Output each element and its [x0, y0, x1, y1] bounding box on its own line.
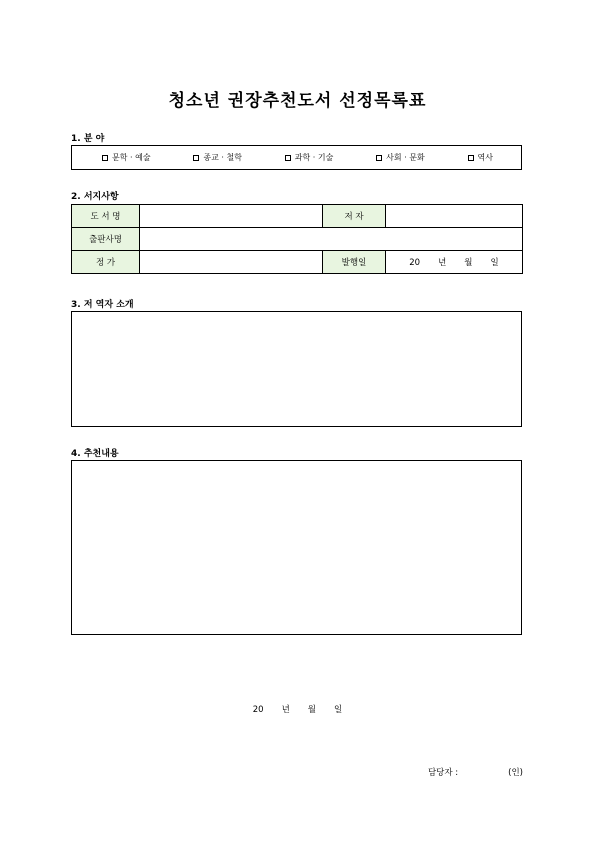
price-field[interactable] — [140, 251, 323, 274]
manager-label: 담당자 : — [427, 768, 459, 778]
issue-date-field[interactable]: 20 년 월 일 — [386, 251, 523, 274]
bibliography-table — [71, 204, 523, 274]
checkbox-icon[interactable] — [102, 155, 108, 161]
checkbox-icon[interactable] — [468, 155, 474, 161]
field-options-box — [71, 145, 522, 170]
field-option-society[interactable]: 사회 · 문화 — [376, 152, 425, 163]
signature-line — [428, 766, 523, 778]
author-intro-box[interactable] — [71, 311, 522, 427]
author-label: 저 자 — [323, 205, 386, 228]
section-recommendation-label: 4. 추천내용 — [71, 449, 119, 459]
publisher-field[interactable] — [140, 228, 523, 251]
table-row — [72, 228, 523, 251]
book-title-field[interactable] — [140, 205, 323, 228]
field-option-history[interactable]: 역사 — [468, 152, 493, 163]
issue-date-label: 발행일 — [323, 251, 386, 274]
price-label: 정 가 — [72, 251, 140, 274]
table-row — [72, 205, 523, 228]
book-title-label: 도 서 명 — [72, 205, 140, 228]
seal-mark: (인) — [508, 768, 523, 778]
page-title: 청소년 권장추천도서 선정목록표 — [168, 91, 427, 111]
checkbox-icon[interactable] — [193, 155, 199, 161]
section-author-intro-label: 3. 저 역자 소개 — [71, 300, 134, 310]
section-bibliography-label: 2. 서지사항 — [71, 192, 119, 202]
field-option-literature[interactable]: 문학 · 예술 — [102, 152, 151, 163]
checkbox-icon[interactable] — [376, 155, 382, 161]
footer-date: 20 년 월 일 — [252, 705, 343, 715]
field-option-science[interactable]: 과학 · 기술 — [285, 152, 334, 163]
table-row — [72, 251, 523, 274]
section-field-label: 1. 분 야 — [71, 134, 105, 144]
recommendation-box[interactable] — [71, 460, 522, 635]
publisher-label: 출판사명 — [72, 228, 140, 251]
author-field[interactable] — [386, 205, 523, 228]
checkbox-icon[interactable] — [285, 155, 291, 161]
field-option-religion[interactable]: 종교 · 철학 — [193, 152, 242, 163]
